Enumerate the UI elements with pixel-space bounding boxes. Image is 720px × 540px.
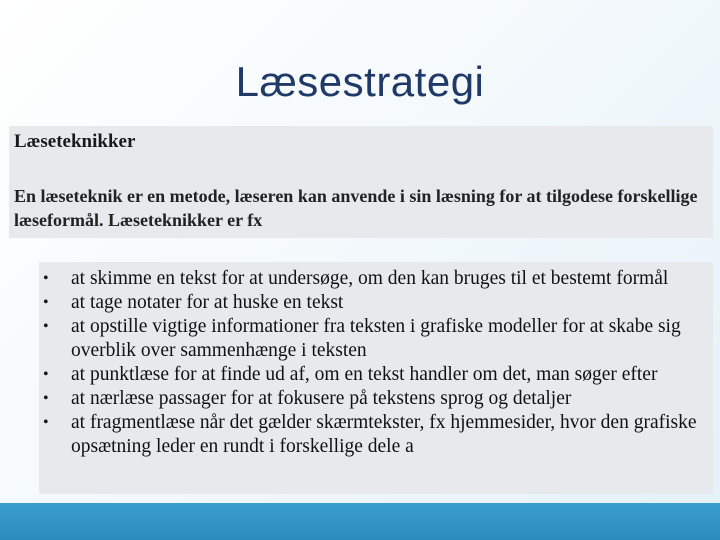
list-item	[39, 291, 709, 315]
slide-title: Læsestrategi	[235, 58, 485, 105]
bullet-icon: •	[43, 294, 49, 311]
list-item	[39, 363, 709, 387]
list-item-text: at punktlæse for at finde ud af, om en tekst handler om det, man søger efter	[71, 364, 658, 385]
info-box	[9, 126, 713, 238]
list-item	[39, 387, 709, 411]
info-box-paragraph: En læseteknik er en metode, læseren kan anvende i sin læsning for at tilgodese forskellige læseformål. Læseteknikker er fx	[14, 186, 698, 230]
list-item-text: at tage notater for at huske en tekst	[71, 292, 344, 313]
bullet-icon: •	[43, 414, 49, 431]
list-item-text: at skimme en tekst for at undersøge, om den kan bruges til et bestemt formål	[71, 268, 669, 289]
info-box-heading: Læseteknikker	[14, 131, 136, 152]
list-item	[39, 411, 709, 459]
bullet-icon: •	[43, 366, 49, 383]
technique-list	[39, 267, 709, 459]
list-item	[39, 315, 709, 363]
list-item-text: at nærlæse passager for at fokusere på tekstens sprog og detaljer	[71, 388, 572, 409]
bullet-icon: •	[43, 270, 49, 287]
list-item-text: at opstille vigtige informationer fra teksten i grafiske modeller for at skabe sig overblik over sammenhænge i teksten	[71, 316, 681, 361]
bullet-icon: •	[43, 318, 49, 335]
bullet-icon: •	[43, 390, 49, 407]
technique-list-box	[39, 262, 713, 494]
bottom-accent-band	[0, 503, 720, 540]
list-item-text: at fragmentlæse når det gælder skærmtekster, fx hjemmesider, hvor den grafiske opsætning leder en rundt i forskellige dele a	[71, 412, 697, 457]
list-item	[39, 267, 709, 291]
